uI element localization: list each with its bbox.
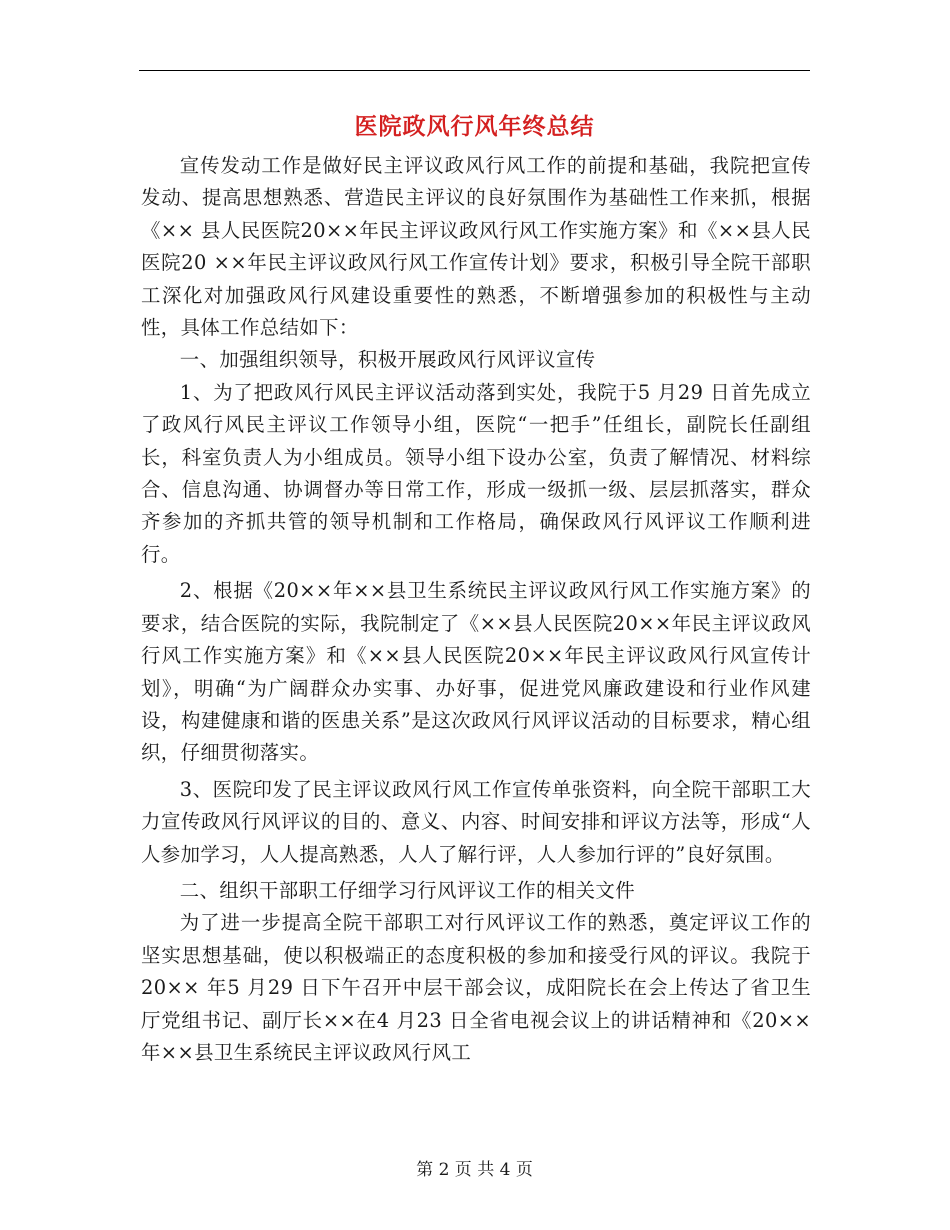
paragraph-study: 为了进一步提高全院干部职工对行风评议工作的熟悉，奠定评议工作的坚实思想基础，使以积极端正的态度积极的参加和接受行风的评议。我院于20×× 年5 月29 日下午召开中层干部会议，成阳院长在会上传达了省卫生厅党组书记、副厅长××在4 月23 日全省电视会议上的讲话精神和《20××年××县卫生系统民主评议政风行风工 xyxy=(141,911,811,1064)
paragraph-item-1: 1、为了把政风行风民主评议活动落到实处，我院于5 月29 日首先成立了政风行风民主评议工作领导小组，医院“一把手”任组长，副院长任副组长，科室负责人为小组成员。领导小组下设办公室，负责了解情况、材料综合、信息沟通、协调督办等日常工作，形成一级抓一级、层层抓落实，群众齐参加的齐抓共管的领导机制和工作格局，确保政风行风评议工作顺利进行。 xyxy=(141,380,811,566)
section-heading-2: 二、组织干部职工仔细学习行风评议工作的相关文件 xyxy=(179,878,635,902)
paragraph-item-3: 3、医院印发了民主评议政风行风工作宣传单张资料，向全院干部职工大力宣传政风行风评议的目的、意义、内容、时间安排和评议方法等，形成“人人参加学习，人人提高熟悉，人人了解行评，人人参加行评的”良好氛围。 xyxy=(141,777,811,866)
header-rule xyxy=(139,70,810,71)
paragraph-item-2: 2、根据《20××年××县卫生系统民主评议政风行风工作实施方案》的要求，结合医院的实际，我院制定了《××县人民医院20××年民主评议政风行风工作实施方案》和《××县人民医院20××年民主评议政风行风宣传计划》，明确“为广阔群众办实事、办好事，促进党风廉政建设和行业作风建设，构建健康和谐的医患关系”是这次政风行风评议活动的目标要求，精心组织，仔细贯彻落实。 xyxy=(141,579,811,765)
document-body xyxy=(141,150,811,1069)
document-title: 医院政风行风年终总结 xyxy=(354,113,595,140)
page-footer xyxy=(139,1155,810,1180)
section-heading-1: 一、加强组织领导，积极开展政风行风评议宣传 xyxy=(179,348,596,372)
page-number: 第 2 页 共 4 页 xyxy=(416,1160,533,1180)
paragraph-intro: 宣传发动工作是做好民主评议政风行风工作的前提和基础，我院把宣传发动、提高思想熟悉、营造民主评议的良好氛围作为基础性工作来抓，根据《×× 县人民医院20××年民主评议政风行风工作实施方案》和《××县人民医院20 ××年民主评议政风行风工作宣传计划》要求，积极引导全院干部职工深化对加强政风行风建设重要性的熟悉，不断增强参加的积极性与主动性，具体工作总结如下： xyxy=(141,154,811,340)
